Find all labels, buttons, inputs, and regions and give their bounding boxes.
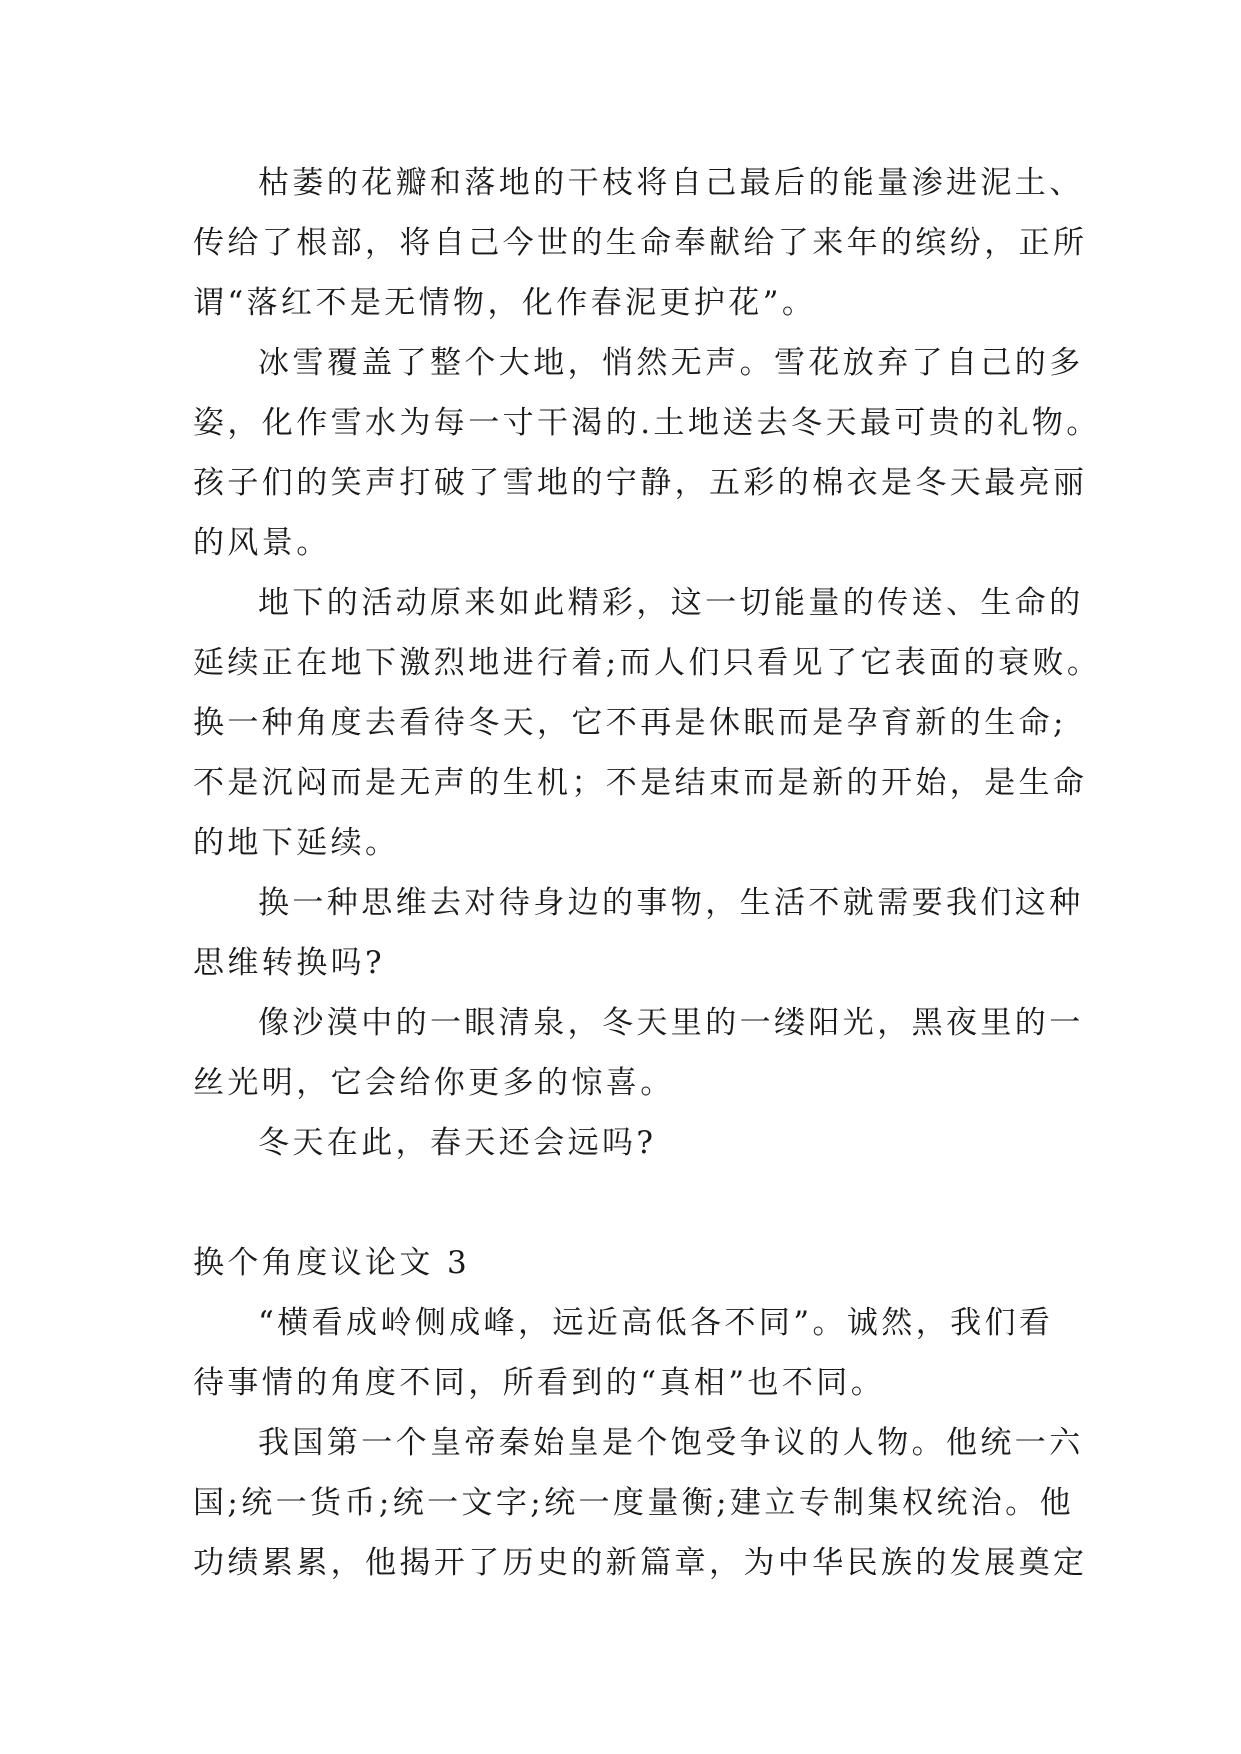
text-line: 谓“落红不是无情物，化作春泥更护花”。: [193, 285, 817, 321]
text-line: 像沙漠中的一眼清泉，冬天里的一缕阳光，黑夜里的一: [258, 1005, 1084, 1041]
section-heading: 换个角度议论文 3: [193, 1245, 471, 1281]
text-line: 枯萎的花瓣和落地的干枝将自己最后的能量渗进泥土、: [258, 165, 1084, 201]
text-line: “横看成岭侧成峰，远近高低各不同”。诚然，我们看: [258, 1305, 1054, 1341]
text-line: 思维转换吗?: [193, 945, 386, 981]
paragraph: [193, 993, 1084, 1113]
text-line: 传给了根部，将自己今世的生命奉献给了来年的缤纷，正所: [193, 225, 1088, 261]
text-line: 姿，化作雪水为每一寸干渴的.土地送去冬天最可贵的礼物。: [193, 405, 1101, 441]
paragraph: [193, 1413, 1088, 1593]
text-line: 国;统一货币;统一文字;统一度量衡;建立专制集权统治。他: [193, 1485, 1074, 1521]
text-line: 不是沉闷而是无声的生机；不是结束而是新的开始，是生命: [193, 765, 1088, 801]
text-line: 孩子们的笑声打破了雪地的宁静，五彩的棉衣是冬天最亮丽: [193, 465, 1088, 501]
text-line: 丝光明，它会给你更多的惊喜。: [193, 1065, 675, 1101]
text-line: 换一种思维去对待身边的事物，生活不就需要我们这种: [258, 885, 1084, 921]
paragraph: [193, 873, 1084, 993]
text-line: 的风景。: [193, 525, 331, 561]
section-spacer: [193, 1173, 1053, 1233]
text-line: 冬天在此，春天还会远吗?: [258, 1125, 657, 1161]
text-line: 功绩累累，他揭开了历史的新篇章，为中华民族的发展奠定: [193, 1545, 1088, 1581]
paragraph: [193, 333, 1101, 573]
text-line: 地下的活动原来如此精彩，这一切能量的传送、生命的: [258, 585, 1084, 621]
text-line: 换一种角度去看待冬天，它不再是休眠而是孕育新的生命;: [193, 705, 1067, 741]
paragraph: [193, 153, 1088, 333]
text-line: 延续正在地下激烈地进行着;而人们只看见了它表面的衰败。: [193, 645, 1102, 681]
text-line: 冰雪覆盖了整个大地，悄然无声。雪花放弃了自己的多: [258, 345, 1084, 381]
document-page: [193, 153, 1102, 1593]
text-line: 待事情的角度不同，所看到的“真相”也不同。: [193, 1365, 886, 1401]
paragraph: [193, 1113, 1053, 1173]
paragraph: [193, 1293, 1053, 1413]
text-line: 我国第一个皇帝秦始皇是个饱受争议的人物。他统一六: [258, 1425, 1084, 1461]
text-line: 的地下延续。: [193, 825, 400, 861]
paragraph: [193, 573, 1102, 873]
